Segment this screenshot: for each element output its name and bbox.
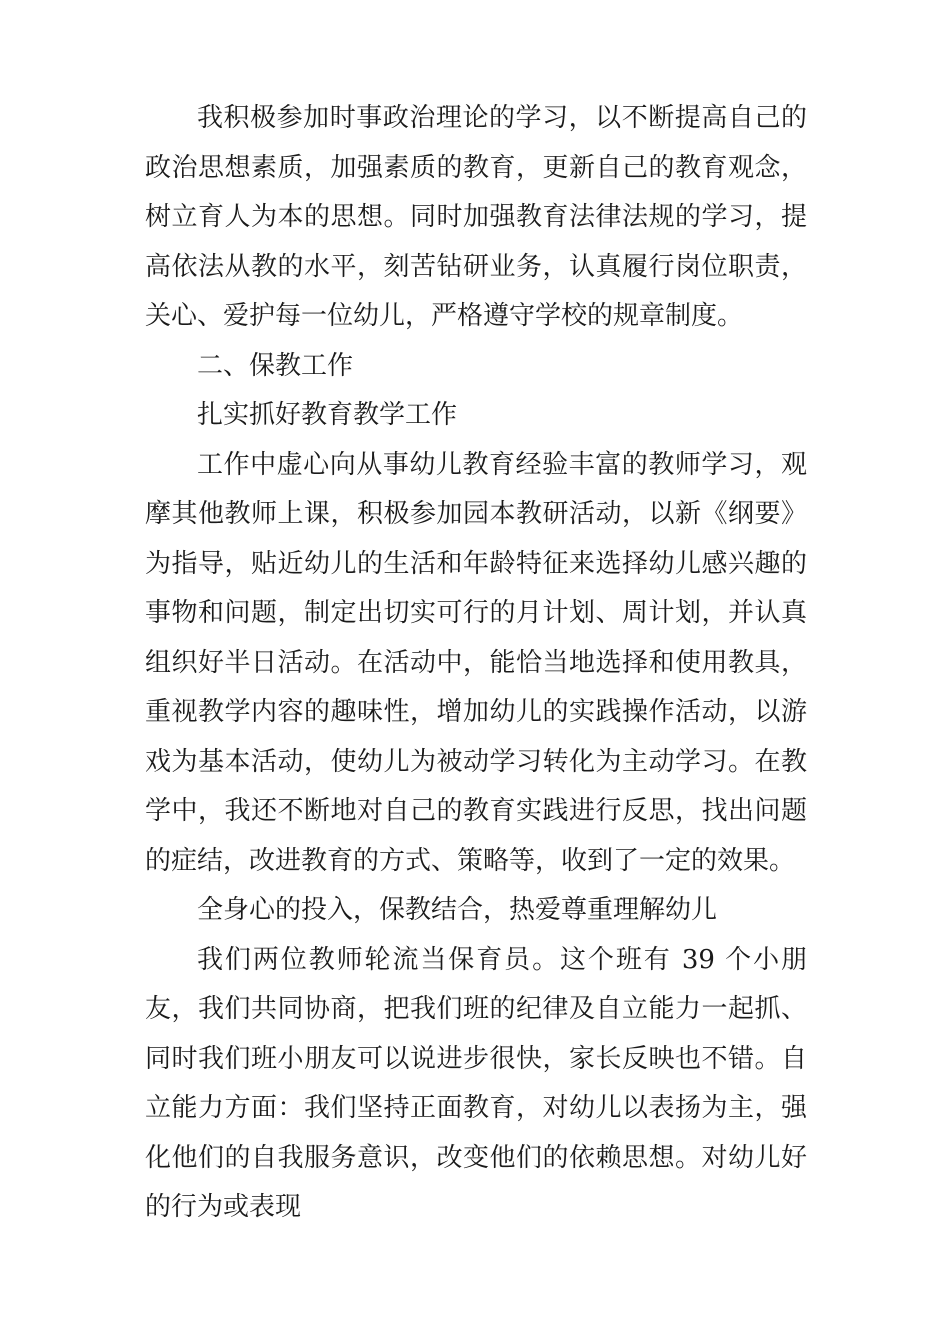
- paragraph-teaching-practice: 工作中虚心向从事幼儿教育经验丰富的教师学习，观摩其他教师上课，积极参加园本教研活动，以新《纲要》为指导，贴近幼儿的生活和年龄特征来选择幼儿感兴趣的事物和问题，制定出切实可行的月计划、周计划，并认真组织好半日活动。在活动中，能恰当地选择和使用教具，重视教学内容的趣味性，增加幼儿的实践操作活动，以游戏为基本活动，使幼儿为被动学习转化为主动学习。在教学中，我还不断地对自己的教育实践进行反思，找出问题的症结，改进教育的方式、策略等，收到了一定的效果。: [145, 449, 807, 876]
- paragraph-political-study: 我积极参加时事政治理论的学习，以不断提高自己的政治思想素质，加强素质的教育，更新自己的教育观念，树立育人为本的思想。同时加强教育法律法规的学习，提高依法从教的水平，刻苦钻研业务，认真履行岗位职责，关心、爱护每一位幼儿，严格遵守学校的规章制度。: [145, 103, 807, 331]
- subheading-teaching-work: 扎实抓好教育教学工作: [197, 400, 458, 430]
- subheading-full-dedication: 全身心的投入，保教结合，热爱尊重理解幼儿: [197, 895, 718, 925]
- document-body: [145, 94, 807, 1233]
- paragraph-class-management: 我们两位教师轮流当保育员。这个班有 39 个小朋友，我们共同协商，把我们班的纪律及自立能力一起抓、同时我们班小朋友可以说进步很快，家长反映也不错。自立能力方面：我们坚持正面教育，对幼儿以表扬为主，强化他们的自我服务意识，改变他们的依赖思想。对幼儿好的行为或表现: [145, 944, 807, 1222]
- section-heading-care-education: 二、保教工作: [197, 350, 354, 381]
